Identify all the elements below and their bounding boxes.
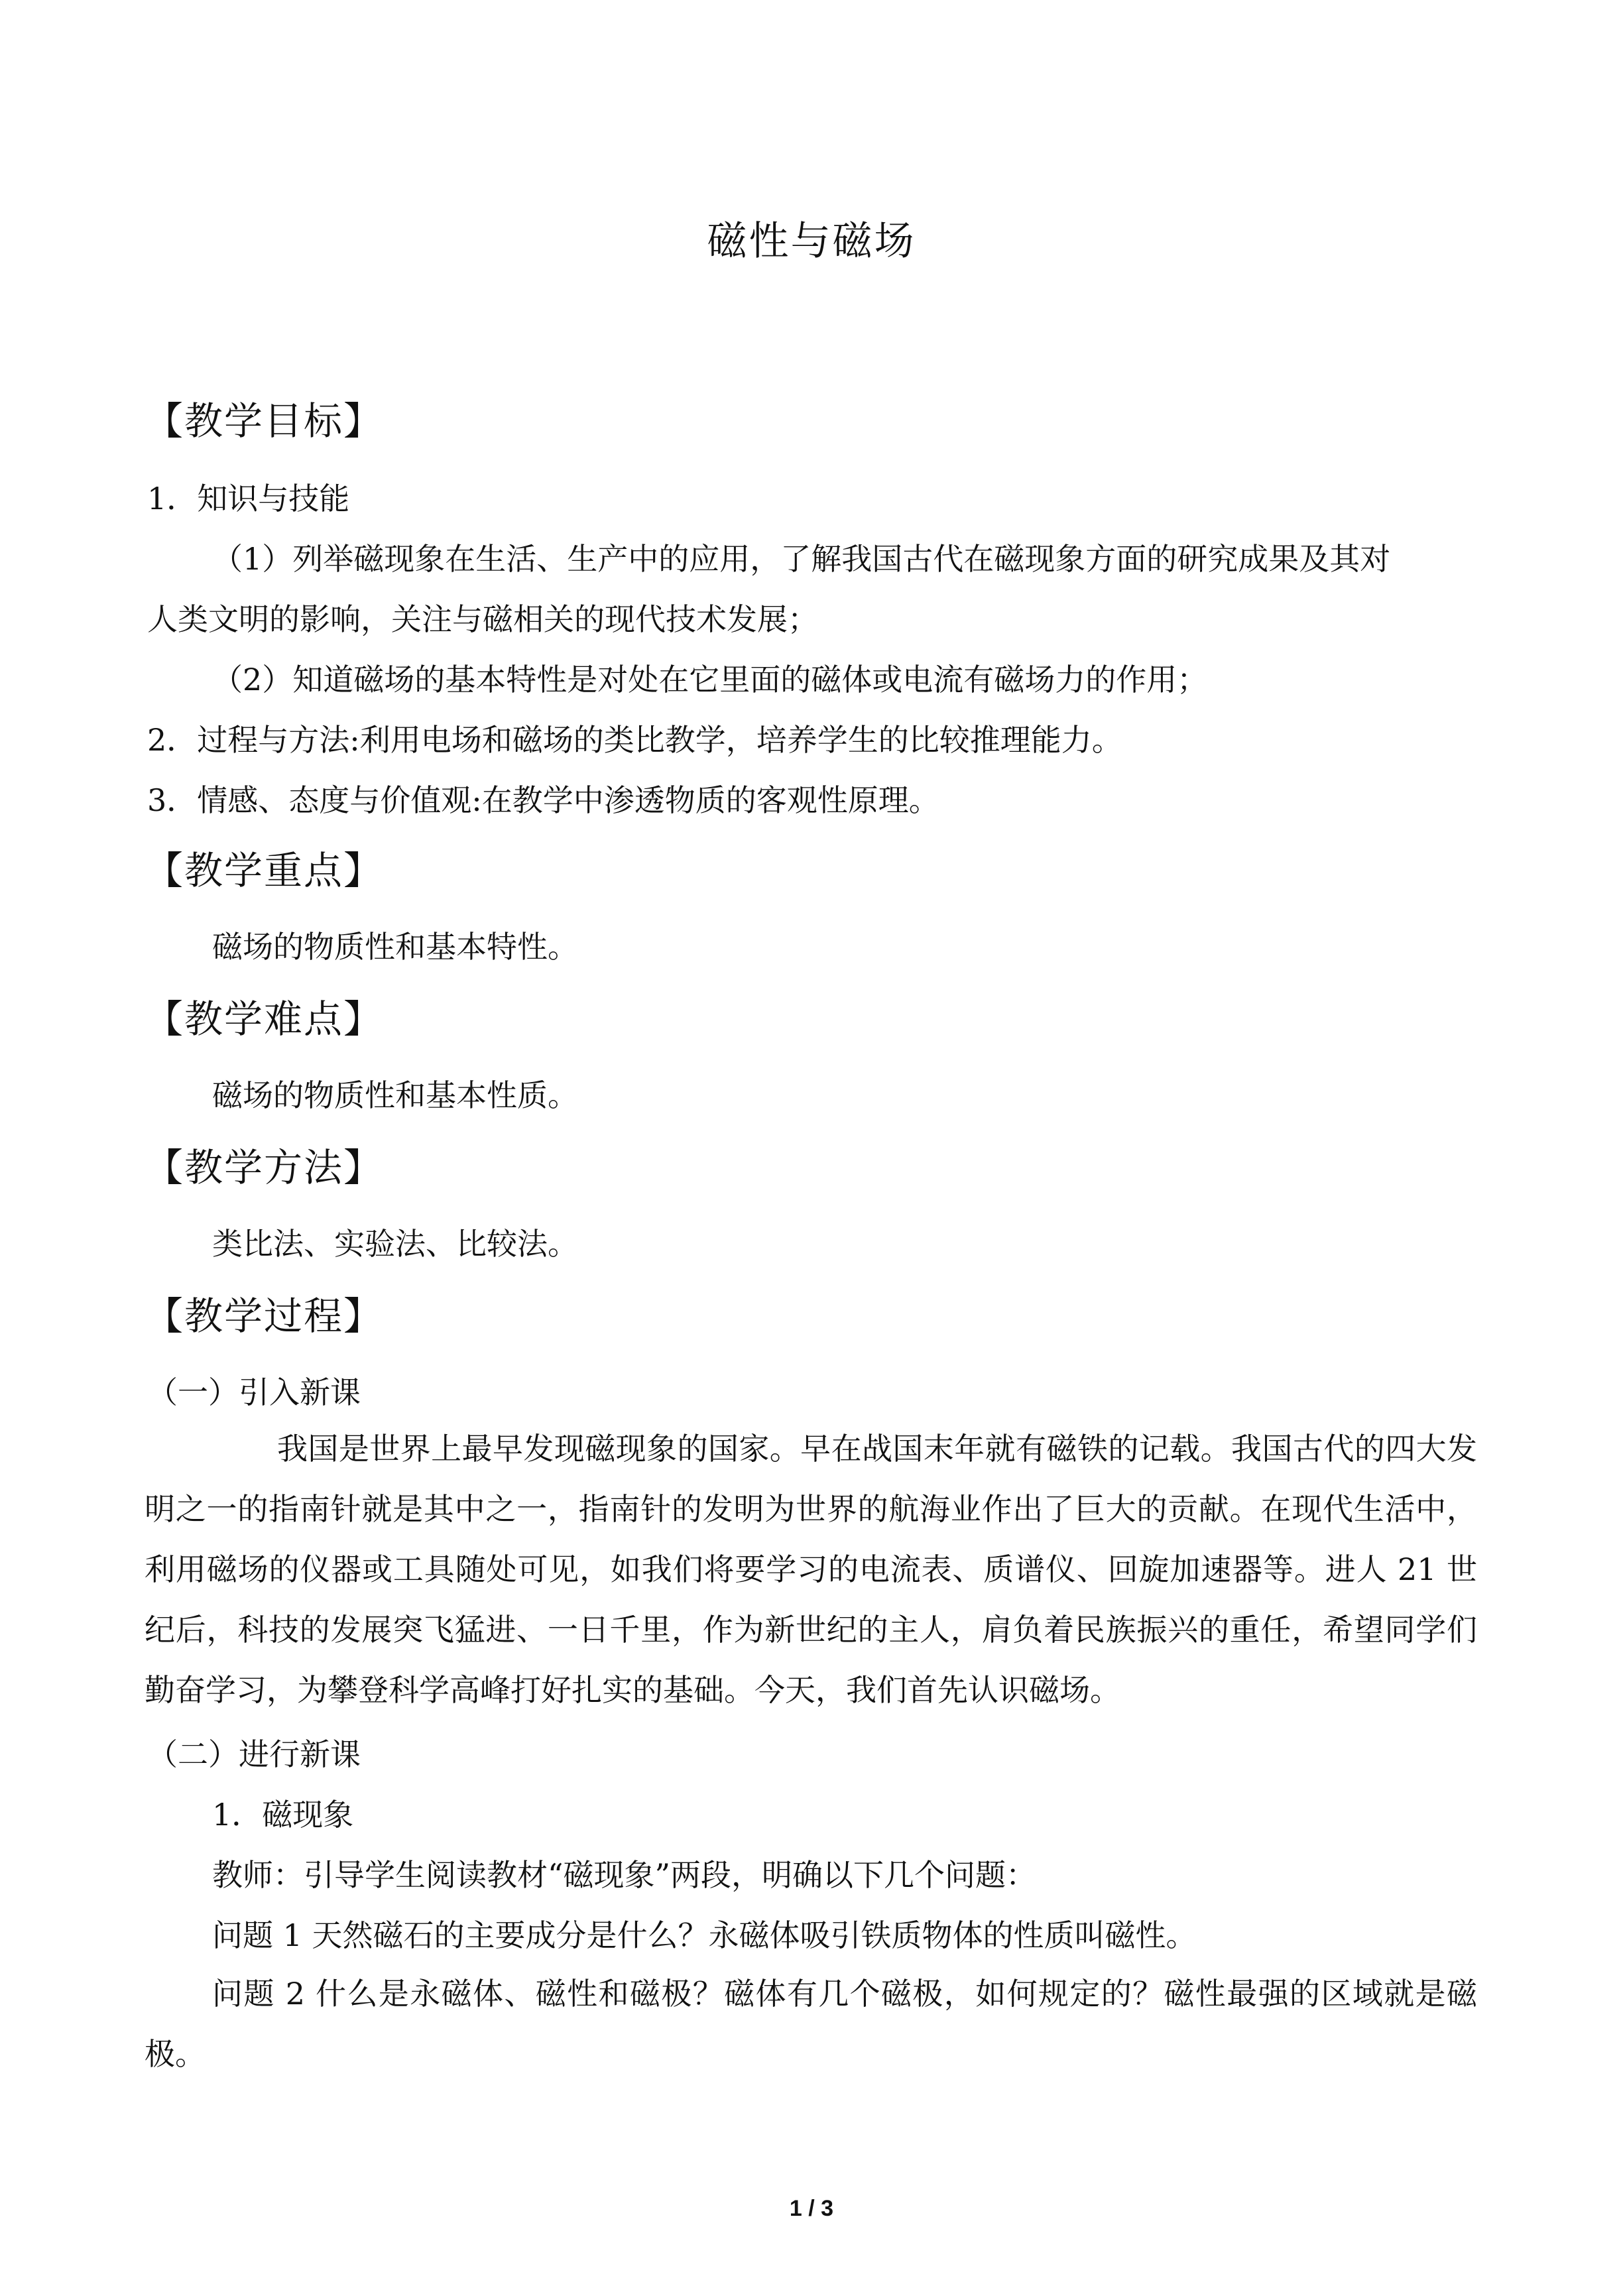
goal-item-1-2: （2）知道磁场的基本特性是对处在它里面的磁体或电流有磁场力的作用；: [212, 662, 1208, 697]
process-teacher-line: 教师：引导学生阅读教材“磁现象”两段，明确以下几个问题：: [212, 1857, 1037, 1893]
process-question-2: 问题 2 什么是永磁体、磁性和磁极？磁体有几个磁极，如何规定的？磁性最强的区域就是磁极。: [145, 1976, 1477, 2072]
goal-item-3: 3．情感、态度与价值观:在教学中渗透物质的客观性原理。: [147, 782, 939, 818]
section-heading-process: 【教学过程】: [145, 1294, 384, 1339]
section-heading-key-points: 【教学重点】: [145, 848, 384, 893]
process-part1-title: （一）引入新课: [147, 1374, 361, 1410]
section-heading-goals: 【教学目标】: [145, 398, 384, 444]
goal-item-1: 1．知识与技能: [147, 481, 350, 516]
goal-item-1-1-line1: （1）列举磁现象在生活、生产中的应用，了解我国古代在磁现象方面的研究成果及其对: [212, 541, 1391, 577]
difficulties-text: 磁场的物质性和基本性质。: [212, 1077, 578, 1113]
process-part1-paragraph: 我国是世界上最早发现磁现象的国家。早在战国末年就有磁铁的记载。我国古代的四大发明之一的指南针就是其中之一，指南针的发明为世界的航海业作出了巨大的贡献。在现代生活中，利用磁场的仪器或工具随处可见，如我们将要学习的电流表、质谱仪、回旋加速器等。进人 21 世纪后，科技的发展突飞猛进、一日千里，作为新世纪的主人，肩负着民族振兴的重任，希望同学们勤奋学习，为攀登科学高峰打好扎实的基础。今天，我们首先认识磁场。: [145, 1431, 1477, 1708]
document-title: 磁性与磁场: [707, 218, 916, 265]
process-question-1: 问题 1 天然磁石的主要成分是什么？永磁体吸引铁质物体的性质叫磁性。: [212, 1917, 1197, 1953]
page-number: 1 / 3: [789, 2196, 834, 2221]
methods-text: 类比法、实验法、比较法。: [212, 1226, 578, 1262]
process-sub1-title: 1．磁现象: [212, 1797, 354, 1833]
goal-item-2: 2．过程与方法:利用电场和磁场的类比教学，培养学生的比较推理能力。: [147, 722, 1122, 758]
goal-item-1-1-line2: 人类文明的影响，关注与磁相关的现代技术发展；: [147, 601, 818, 637]
section-heading-methods: 【教学方法】: [145, 1145, 384, 1190]
process-part2-title: （二）进行新课: [147, 1736, 361, 1772]
section-heading-difficulties: 【教学难点】: [145, 997, 384, 1042]
key-points-text: 磁场的物质性和基本特性。: [212, 929, 578, 965]
